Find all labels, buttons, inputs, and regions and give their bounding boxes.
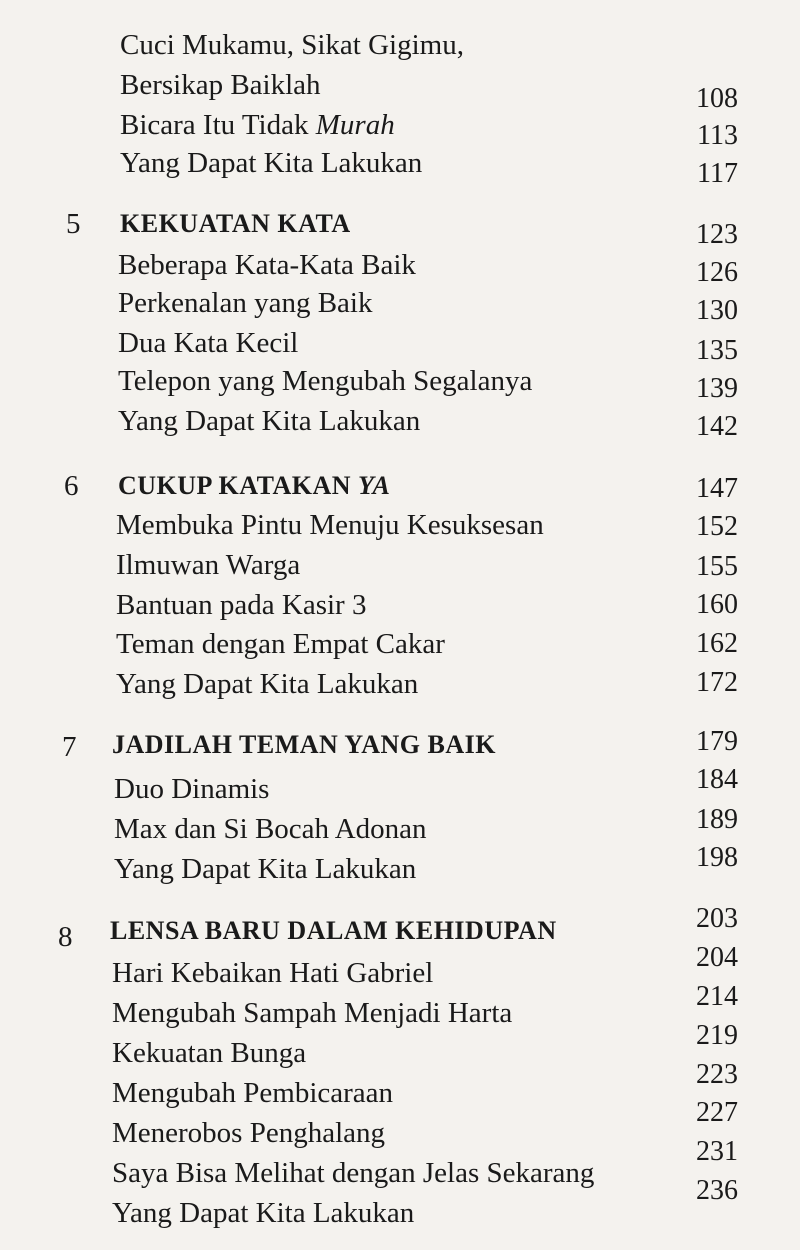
chapter-page: 147 [696, 473, 738, 504]
toc-entry-title: Yang Dapat Kita Lakukan [114, 853, 417, 885]
toc-entry-page: 117 [697, 158, 738, 189]
toc-entry-title: Hari Kebaikan Hati Gabriel [112, 957, 434, 989]
toc-entry-title: Bantuan pada Kasir 3 [116, 589, 367, 621]
toc-entry-page: 130 [696, 295, 738, 326]
chapter-page: 179 [696, 726, 738, 757]
toc-entry-title: Menerobos Penghalang [112, 1117, 386, 1149]
toc-entry-title: Ilmuwan Warga [116, 549, 301, 581]
toc-entry-title: Bicara Itu Tidak Murah [120, 109, 395, 141]
toc-entry-page: 139 [696, 373, 738, 404]
toc-entry-title: Cuci Mukamu, Sikat Gigimu, [120, 29, 464, 61]
toc-entry-title: Yang Dapat Kita Lakukan [120, 147, 423, 179]
toc-entry-page: 204 [696, 942, 738, 973]
toc-entry-page: 142 [696, 411, 738, 442]
toc-entry-title: Teman dengan Empat Cakar [116, 628, 445, 660]
toc-entry-page: 155 [696, 551, 738, 582]
toc-entry-title: Membuka Pintu Menuju Kesuksesan [116, 509, 544, 541]
toc-entry-page: 214 [696, 981, 738, 1012]
chapter-number: 7 [62, 731, 77, 763]
chapter-page: 203 [696, 903, 738, 934]
toc-entry-page: 152 [696, 511, 738, 542]
chapter-title: CUKUP KATAKAN YA [118, 471, 391, 500]
chapter-title: JADILAH TEMAN YANG BAIK [112, 730, 496, 759]
toc-entry-page: 135 [696, 335, 738, 366]
toc-entry-title: Duo Dinamis [114, 773, 270, 805]
chapter-title-italic: YA [358, 471, 391, 500]
toc-entry-title: Dua Kata Kecil [118, 327, 299, 359]
toc-entry-page: 126 [696, 257, 738, 288]
toc-entry-page: 219 [696, 1020, 738, 1051]
chapter-number: 8 [58, 921, 73, 953]
toc-entry-page: 231 [696, 1136, 738, 1167]
chapter-title: KEKUATAN KATA [120, 209, 351, 238]
toc-entry-page: 198 [696, 842, 738, 873]
chapter-title: LENSA BARU DALAM KEHIDUPAN [110, 916, 557, 945]
toc-entry-page: 108 [696, 83, 738, 114]
toc-entry-page: 184 [696, 764, 738, 795]
toc-entry-title: Saya Bisa Melihat dengan Jelas Sekarang [112, 1157, 595, 1189]
toc-entry-title: Telepon yang Mengubah Segalanya [118, 365, 533, 397]
toc-entry-page: 189 [696, 804, 738, 835]
toc-entry-title: Bersikap Baiklah [120, 69, 321, 101]
toc-entry-title: Yang Dapat Kita Lakukan [118, 405, 421, 437]
toc-entry-title: Yang Dapat Kita Lakukan [116, 668, 419, 700]
chapter-number: 5 [66, 208, 81, 240]
chapter-number: 6 [64, 470, 79, 502]
chapter-page: 123 [696, 219, 738, 250]
toc-entry-page: 162 [696, 628, 738, 659]
toc-entry-page: 223 [696, 1059, 738, 1090]
toc-entry-page: 227 [696, 1097, 738, 1128]
toc-entry-title: Max dan Si Bocah Adonan [114, 813, 427, 845]
toc-entry-title: Mengubah Sampah Menjadi Harta [112, 997, 513, 1029]
toc-entry-title: Perkenalan yang Baik [118, 287, 373, 319]
toc-entry-page: 160 [696, 589, 738, 620]
toc-entry-title: Beberapa Kata-Kata Baik [118, 249, 416, 281]
toc-entry-page: 172 [696, 667, 738, 698]
toc-entry-page: 113 [697, 120, 738, 151]
toc-entry-title: Kekuatan Bunga [112, 1037, 307, 1069]
toc-entry-title: Yang Dapat Kita Lakukan [112, 1197, 415, 1229]
toc-entry-page: 236 [696, 1175, 738, 1206]
toc-entry-title: Mengubah Pembicaraan [112, 1077, 394, 1109]
toc-entry-title-italic: Murah [315, 109, 395, 141]
